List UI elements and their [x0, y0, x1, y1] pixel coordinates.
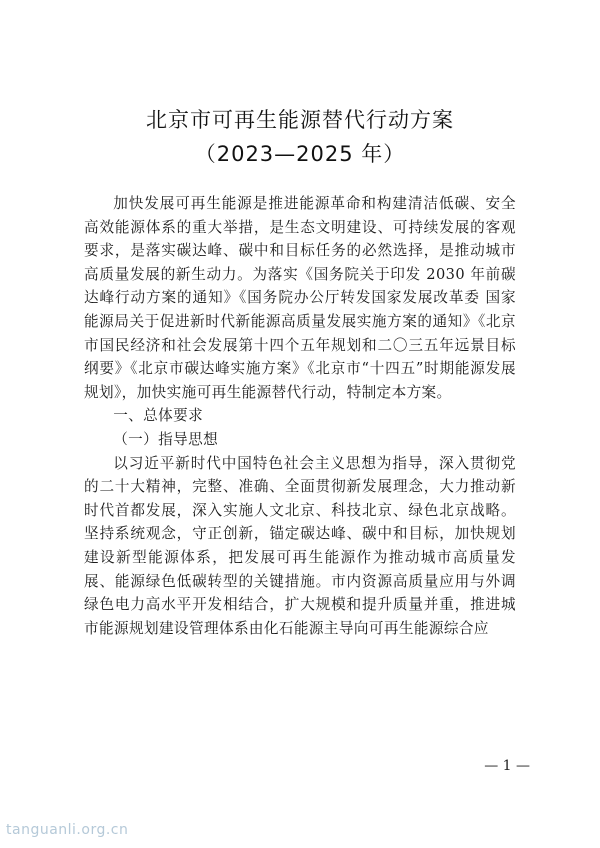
document-subtitle-years: （2023—2025 年） [194, 142, 406, 166]
page-number: — 1 — [484, 758, 530, 774]
subsection-heading: （一）指导思想 [113, 430, 219, 448]
section-heading: 一、总体要求 [113, 407, 204, 425]
site-watermark: tanguanli.org.cn [6, 822, 129, 838]
guiding-thought-paragraph: 以习近平新时代中国特色社会主义思想为指导，深入贯彻党的二十大精神，完整、准确、全面贯彻新发展理念，大力推动新时代首都发展，深入实施人文北京、科技北京、绿色北京战略。坚持系统观念，守正创新，锚定碳达峰、碳中和目标，加快规划建设新型能源体系，把发展可再生能源作为推动城市高质量发展、能源绿色低碳转型的关键措施。市内资源高质量应用与外调绿色电力高水平开发相结合，扩大规模和提升质量并重，推进城市能源规划建设管理体系由化石能源主导向可再生能源综合应 [84, 454, 516, 637]
intro-paragraph: 加快发展可再生能源是推进能源革命和构建清洁低碳、安全高效能源体系的重大举措，是生态文明建设、可持续发展的客观要求，是落实碳达峰、碳中和目标任务的必然选择，是推动城市高质量发展的新生动力。为落实《国务院关于印发 2030 年前碳达峰行动方案的通知》《国务院办公厅转发国家发展改革委 国家能源局关于促进新时代新能源高质量发展实施方案的通知》《北京市国民经济和社会发展第十四个五年规划和二〇三五年远景目标纲要》《北京市碳达峰实施方案》《北京市“十四五”时期能源发展规划》，加快实施可再生能源替代行动，特制定本方案。 [84, 195, 516, 401]
document-title: 北京市可再生能源替代行动方案 [146, 108, 454, 132]
document-body [84, 192, 516, 640]
